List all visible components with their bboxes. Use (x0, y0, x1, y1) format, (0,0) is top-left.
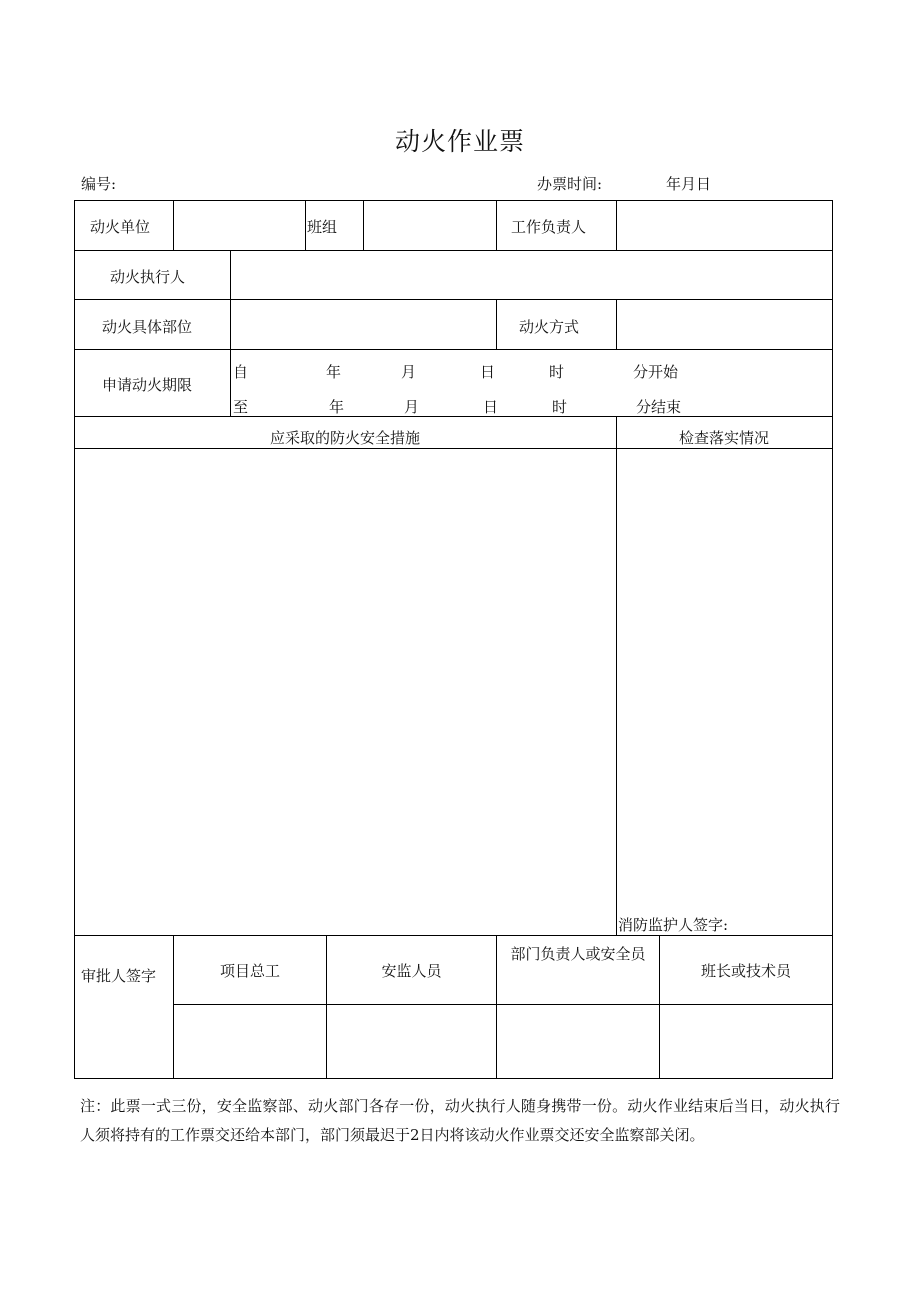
signature-safety-inspector[interactable] (327, 1005, 496, 1078)
unit-label: 动火单位 (90, 218, 151, 236)
footer-note: 注：此票一式三份，安全监察部、动火部门各存一份，动火执行人随身携带一份。动火作业结束后当日，动火执行人须将持有的工作票交还给本部门，部门须最迟于2日内将该动火作业票交还安全监察部关闭。 (80, 1097, 840, 1144)
approval-col-team-leader: 班长或技术员 (700, 962, 791, 980)
approval-col-chief-engineer: 项目总工 (219, 962, 280, 980)
period-to-month: 月 (404, 398, 420, 416)
approval-label: 审批人签字 (81, 967, 157, 985)
issue-date-text: 年月日 (666, 175, 712, 193)
measures-field[interactable] (75, 449, 616, 935)
period-from-start: 自 (233, 363, 249, 381)
team-field[interactable] (364, 201, 496, 250)
number-label: 编号: (81, 175, 117, 193)
method-label: 动火方式 (519, 318, 580, 336)
location-label: 动火具体部位 (102, 318, 193, 336)
signature-chief-engineer[interactable] (174, 1005, 326, 1078)
team-label: 班组 (307, 218, 338, 236)
period-from-hour: 时 (549, 363, 565, 381)
executor-label: 动火执行人 (110, 268, 186, 286)
period-to-start: 至 (233, 398, 249, 416)
period-from-day: 日 (480, 363, 496, 381)
period-to-minute: 分结束 (636, 398, 682, 416)
executor-field[interactable] (231, 251, 832, 299)
approval-col-department-head: 部门负责人或安全员 (510, 945, 646, 963)
leader-field[interactable] (617, 201, 832, 250)
period-to-day: 日 (483, 398, 499, 416)
approval-col-safety-inspector: 安监人员 (381, 962, 442, 980)
period-from-minute: 分开始 (633, 363, 679, 381)
fire-watcher-signature-label: 消防监护人签字: (618, 916, 729, 934)
issue-time-label: 办票时间: (537, 175, 603, 193)
period-to-hour: 时 (552, 398, 568, 416)
page-title: 动火作业票 (394, 127, 525, 156)
check-field[interactable] (617, 449, 832, 909)
check-header: 检查落实情况 (678, 429, 769, 447)
signature-team-leader[interactable] (660, 1005, 832, 1078)
measures-header: 应采取的防火安全措施 (269, 429, 420, 447)
location-field[interactable] (231, 300, 496, 349)
period-from-year: 年 (326, 363, 342, 381)
unit-field[interactable] (174, 201, 305, 250)
signature-department-head[interactable] (497, 1005, 659, 1078)
period-to-year: 年 (329, 398, 345, 416)
leader-label: 工作负责人 (511, 218, 587, 236)
period-from-month: 月 (401, 363, 417, 381)
method-field[interactable] (617, 300, 832, 349)
period-label: 申请动火期限 (102, 376, 193, 394)
